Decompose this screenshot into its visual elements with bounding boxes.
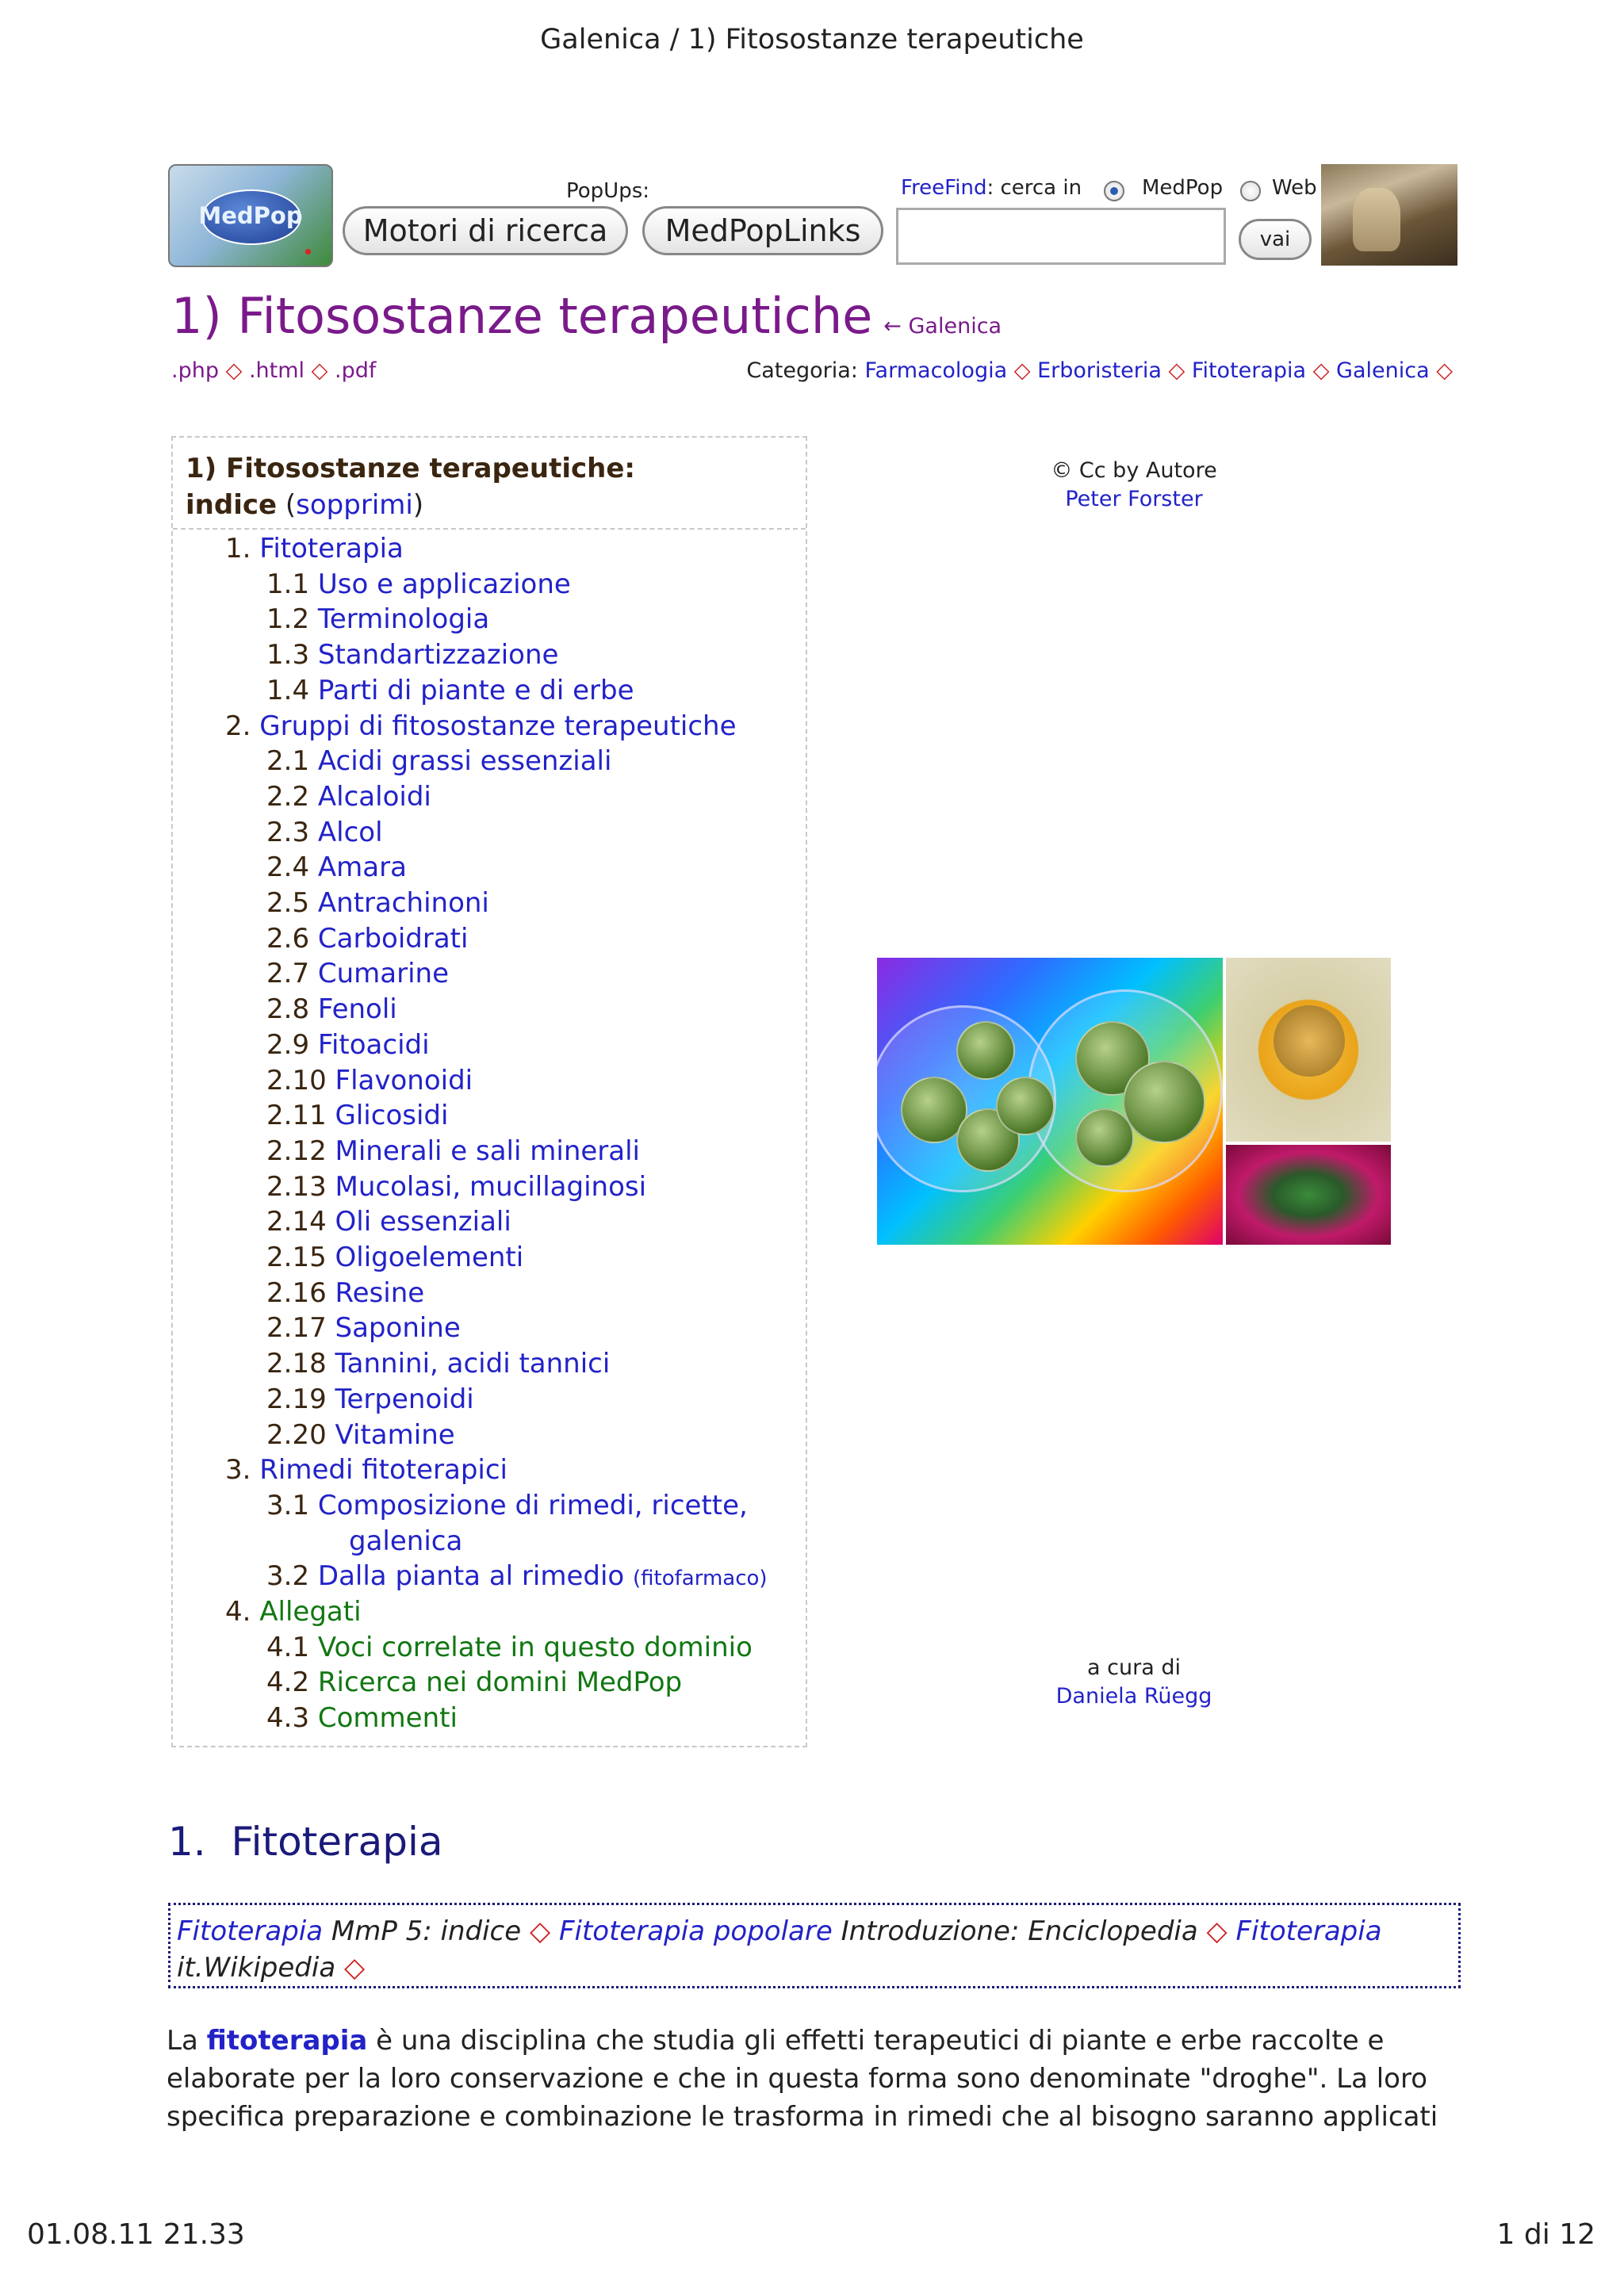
- toc-item-number: 2.19: [266, 1383, 327, 1415]
- toc-item-number: 2.1: [266, 745, 310, 778]
- toc-item-label[interactable]: Cumarine: [317, 958, 450, 990]
- toc-item-label[interactable]: Allegati: [259, 1596, 362, 1628]
- freefind-cerca-label: : cerca in: [986, 176, 1082, 200]
- toc-item-label[interactable]: Amara: [317, 851, 407, 884]
- toc-item-label[interactable]: Minerali e sali minerali: [335, 1135, 640, 1167]
- medpoplinks-button[interactable]: MedPopLinks: [642, 206, 883, 255]
- print-footer-date: 01.08.11 21.33: [27, 2218, 245, 2251]
- toc-item-number: 1.2: [266, 603, 310, 636]
- toc-item[interactable]: [266, 1065, 473, 1096]
- toc-item-number: 3.: [225, 1454, 251, 1487]
- toc-item-label[interactable]: Terpenoidi: [335, 1383, 474, 1415]
- diamond-icon: ◇: [1436, 358, 1453, 383]
- search-input[interactable]: [896, 208, 1226, 265]
- toc-item-number: 2.4: [266, 851, 310, 884]
- toc-item-number: 2.16: [266, 1276, 327, 1309]
- copyright-text: © Cc by Autore: [1051, 458, 1217, 483]
- print-footer-page: 1 di 12: [1496, 2218, 1595, 2251]
- toc-heading-line2: indice: [186, 489, 278, 521]
- toc-item[interactable]: [266, 1206, 511, 1238]
- diamond-icon: ◇: [1013, 358, 1031, 383]
- toc-item[interactable]: [266, 1029, 430, 1061]
- plant-cells-collage-image: [877, 958, 1391, 1245]
- diamond-icon: ◇: [343, 1952, 366, 1984]
- toc-item[interactable]: [225, 533, 404, 564]
- toc-item[interactable]: [266, 1171, 646, 1203]
- toc-item-number: 2.20: [266, 1418, 327, 1451]
- table-of-contents: [171, 436, 807, 1747]
- toc-item[interactable]: [266, 817, 383, 848]
- categoria-label: Categoria:: [746, 358, 858, 383]
- toc-item-label[interactable]: Gruppi di fitosostanze terapeutiche: [259, 710, 737, 742]
- toc-item-number: 2.17: [266, 1312, 327, 1345]
- toc-item-label[interactable]: Commenti: [317, 1702, 458, 1735]
- toc-item-label[interactable]: Fenoli: [317, 993, 397, 1026]
- toc-item[interactable]: [266, 1702, 458, 1734]
- toc-item[interactable]: [266, 1490, 748, 1521]
- toc-item[interactable]: [266, 958, 449, 989]
- categoria-galenica-link[interactable]: Galenica: [1336, 358, 1430, 383]
- toc-heading-line1: 1) Fitosostanze terapeutiche:: [186, 453, 635, 484]
- toc-item-label[interactable]: Standartizzazione: [317, 639, 559, 672]
- toc-item-number: 2.8: [266, 993, 310, 1026]
- popups-label: PopUps:: [566, 179, 650, 203]
- toc-item-label[interactable]: Mucolasi, mucillaginosi: [335, 1170, 647, 1203]
- toc-item-number: 4.3: [266, 1702, 310, 1735]
- crossref-text: Introduzione: Enciclopedia: [832, 1915, 1207, 1947]
- toc-item-label[interactable]: Fitoterapia: [259, 533, 404, 564]
- toc-item-number: 2.11: [266, 1100, 327, 1132]
- author-link[interactable]: Peter Forster: [1065, 487, 1203, 511]
- toc-item[interactable]: [266, 1312, 461, 1344]
- toc-item-number: 2.7: [266, 958, 310, 990]
- toc-item[interactable]: [266, 1348, 610, 1380]
- toc-item[interactable]: [266, 887, 489, 919]
- categoria-erboristeria-link[interactable]: Erboristeria: [1037, 358, 1162, 383]
- format-links: [171, 358, 376, 383]
- toc-item-number: 2.15: [266, 1242, 327, 1273]
- toc-item[interactable]: [266, 568, 571, 600]
- toc-item-label[interactable]: Parti di piante e di erbe: [317, 674, 634, 706]
- toc-item[interactable]: [225, 1596, 362, 1628]
- toc-item-number: 2.3: [266, 816, 310, 848]
- toc-item-number: 1.: [225, 533, 251, 564]
- toc-item[interactable]: [266, 1383, 474, 1415]
- author-credit: [952, 457, 1316, 514]
- toc-item-label[interactable]: galenica: [349, 1525, 463, 1557]
- toc-item-number: 4.2: [266, 1667, 310, 1699]
- toc-item-number: 1.3: [266, 639, 310, 672]
- toc-item-label[interactable]: Voci correlate in questo dominio: [317, 1631, 753, 1663]
- toc-item-number: 2.14: [266, 1206, 327, 1238]
- diamond-icon: ◇: [1168, 358, 1185, 383]
- up-link-galenica[interactable]: ← Galenica: [883, 314, 1002, 339]
- categoria-farmacologia-link[interactable]: Farmacologia: [864, 358, 1008, 383]
- logo-dot: [305, 249, 311, 254]
- header-painting-image: [1321, 164, 1457, 266]
- section-heading-fitoterapia: 1. Fitoterapia: [168, 1819, 443, 1865]
- crossref-fitoterapia-popolare-link[interactable]: Fitoterapia popolare: [558, 1915, 833, 1947]
- toc-item-label[interactable]: Terminologia: [317, 603, 490, 636]
- curator-label: a cura di: [1087, 1655, 1181, 1680]
- coleus-leaf-image: [1226, 1145, 1391, 1245]
- toc-header: 1) Fitosostanze terapeutiche: indice (sopprimi): [173, 438, 806, 530]
- toc-item-number: 4.1: [266, 1631, 310, 1663]
- toc-item-number: 4.: [225, 1596, 251, 1628]
- toc-item[interactable]: [266, 603, 489, 635]
- toc-item-number: 2.10: [266, 1064, 327, 1096]
- toc-item-label[interactable]: Carboidrati: [317, 922, 469, 955]
- toc-item-label[interactable]: Alcaloidi: [317, 780, 431, 813]
- diamond-icon: ◇: [1312, 358, 1330, 383]
- crossref-text: MmP 5: indice: [323, 1915, 530, 1947]
- toc-item-number: 2.5: [266, 887, 310, 919]
- toc-item-label[interactable]: Composizione di rimedi, ricette,: [317, 1489, 748, 1521]
- toc-item-label[interactable]: Oli essenziali: [335, 1206, 511, 1238]
- toc-item-number: 2.9: [266, 1028, 310, 1061]
- toc-item-extra: (fitofarmaco): [633, 1567, 768, 1591]
- crossref-box: [168, 1903, 1461, 1988]
- toc-item[interactable]: [266, 745, 611, 777]
- toc-item-label[interactable]: Acidi grassi essenziali: [317, 745, 612, 778]
- page-title: [171, 287, 1002, 345]
- toc-item-label[interactable]: Alcol: [317, 816, 383, 848]
- motori-di-ricerca-button[interactable]: Motori di ricerca: [343, 206, 628, 255]
- curator-link[interactable]: Daniela Rüegg: [1055, 1684, 1212, 1709]
- toc-item[interactable]: [266, 675, 634, 706]
- toc-item-label[interactable]: Oligoelementi: [335, 1242, 524, 1273]
- toc-item[interactable]: [266, 851, 407, 883]
- toc-item[interactable]: [266, 1560, 768, 1592]
- toc-item-label[interactable]: Rimedi fitoterapici: [259, 1454, 508, 1487]
- toc-item[interactable]: [266, 993, 397, 1025]
- toc-item-number: 3.1: [266, 1489, 310, 1521]
- crossref-wiki-label: it.Wikipedia: [177, 1952, 344, 1984]
- toc-item[interactable]: [266, 923, 468, 955]
- algae-micrograph-image: [877, 958, 1223, 1245]
- toc-item-number: 1.4: [266, 674, 310, 706]
- curator-credit: [952, 1654, 1316, 1711]
- diamond-icon: ◇: [311, 358, 328, 383]
- toc-item[interactable]: [266, 781, 431, 813]
- logo-text: MedPop: [198, 202, 303, 229]
- radio-web[interactable]: [1240, 181, 1261, 201]
- diamond-icon: ◇: [1206, 1915, 1228, 1947]
- print-header-title: Galenica / 1) Fitosostanze terapeutiche: [540, 24, 1084, 55]
- crossref-fitoterapia-mmp-link[interactable]: Fitoterapia: [177, 1915, 324, 1947]
- toc-item-number: 2.13: [266, 1170, 327, 1203]
- toc-item-number: 2.12: [266, 1135, 327, 1167]
- toc-item-label[interactable]: Vitamine: [335, 1418, 455, 1451]
- toc-item-label[interactable]: Fitoacidi: [317, 1028, 430, 1061]
- toc-item[interactable]: [225, 1454, 508, 1486]
- toc-item-label[interactable]: Resine: [335, 1276, 425, 1309]
- toc-item[interactable]: [266, 1135, 640, 1167]
- toc-item-number: 2.18: [266, 1348, 327, 1380]
- format-html-link[interactable]: .html: [248, 358, 305, 383]
- format-pdf-link[interactable]: .pdf: [334, 358, 377, 383]
- intro-fitoterapia-link[interactable]: fitoterapia: [206, 2025, 368, 2057]
- toc-item-label[interactable]: Uso e applicazione: [317, 568, 571, 600]
- toc-item-label[interactable]: Flavonoidi: [335, 1064, 473, 1096]
- page-title-text: 1) Fitosostanze terapeutiche: [171, 287, 873, 345]
- vai-button[interactable]: vai: [1239, 219, 1312, 260]
- toc-item-label[interactable]: Glicosidi: [335, 1100, 449, 1132]
- freefind-label: [901, 176, 1082, 200]
- crossref-fitoterapia-wiki-link[interactable]: Fitoterapia: [1235, 1915, 1382, 1947]
- toc-item[interactable]: [225, 710, 737, 742]
- radio-medpop[interactable]: [1104, 181, 1124, 201]
- categoria-fitoterapia-link[interactable]: Fitoterapia: [1191, 358, 1307, 383]
- toc-item-label[interactable]: Ricerca nei domini MedPop: [317, 1667, 683, 1699]
- format-php-link[interactable]: .php: [171, 358, 219, 383]
- radio-web-label: Web: [1272, 176, 1317, 200]
- toc-item[interactable]: [349, 1525, 462, 1557]
- toc-toggle-link[interactable]: sopprimi: [296, 489, 413, 521]
- freefind-link[interactable]: FreeFind: [901, 176, 987, 200]
- toc-item-number: 2.2: [266, 780, 310, 813]
- radio-medpop-label: MedPop: [1142, 176, 1224, 200]
- toc-item[interactable]: [266, 1632, 753, 1663]
- toc-item-label[interactable]: Tannini, acidi tannici: [335, 1348, 611, 1380]
- intro-text-before: La: [167, 2025, 207, 2057]
- toc-item[interactable]: [266, 1242, 523, 1273]
- toc-item-label[interactable]: Dalla pianta al rimedio: [317, 1560, 625, 1593]
- categoria-bar: [746, 358, 1453, 383]
- toc-item-number: 2.6: [266, 922, 310, 955]
- intro-paragraph: [167, 2022, 1467, 2136]
- toc-item[interactable]: [266, 1419, 455, 1451]
- medpop-logo[interactable]: [168, 164, 333, 267]
- toc-item-label[interactable]: Saponine: [335, 1312, 461, 1345]
- plant-stem-section-image: [1226, 958, 1391, 1142]
- toc-item[interactable]: [266, 1667, 682, 1698]
- toc-item-label[interactable]: Antrachinoni: [317, 887, 489, 919]
- toc-item-number: 1.1: [266, 568, 310, 600]
- toc-item[interactable]: [266, 639, 558, 671]
- intro-text-after: è una disciplina che studia gli effetti terapeutici di piante e erbe raccolte e elaborate per la loro conservazione e che in questa forma sono denominate "droghe". La loro specifica preparazione e combinazione le trasforma in rimedi che al bisogno saranno applicati: [167, 2025, 1438, 2133]
- toc-item-number: 3.2: [266, 1560, 310, 1593]
- toc-item[interactable]: [266, 1277, 424, 1309]
- toc-item[interactable]: [266, 1100, 448, 1131]
- diamond-icon: ◇: [529, 1915, 551, 1947]
- diamond-icon: ◇: [225, 358, 243, 383]
- toc-item-number: 2.: [225, 710, 251, 742]
